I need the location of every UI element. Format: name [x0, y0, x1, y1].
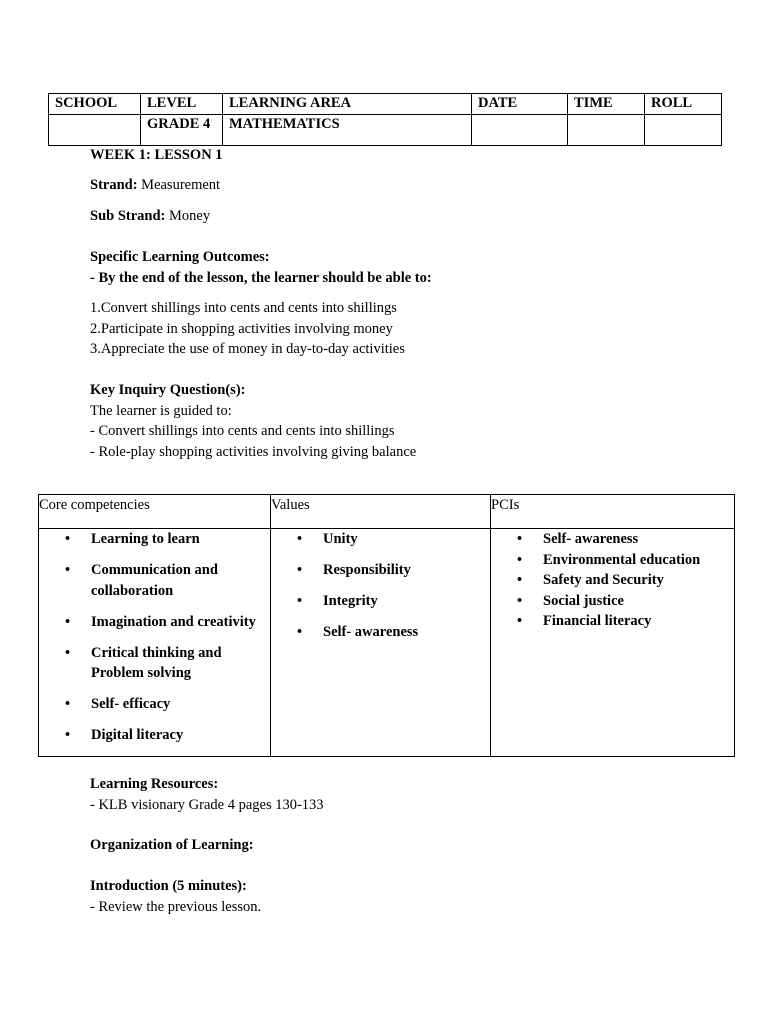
outcomes-intro: - By the end of the lesson, the learner should be able to: — [90, 269, 432, 286]
header-date: DATE — [472, 94, 568, 115]
list-item: • Integrity — [271, 591, 490, 612]
substrand-label: Sub Strand: — [90, 208, 166, 224]
header-learning-area: LEARNING AREA — [223, 94, 472, 115]
list-item: • Self- awareness — [491, 529, 734, 550]
values-cell — [271, 529, 491, 757]
header-time: TIME — [568, 94, 645, 115]
pcis-cell — [491, 529, 735, 757]
resources-heading: Learning Resources: — [90, 776, 219, 792]
core-competencies-header: Core competencies — [39, 495, 271, 529]
list-item: • Social justice — [491, 591, 734, 612]
outcomes-list — [90, 298, 405, 360]
list-item: • Unity — [271, 529, 490, 550]
organization-heading: Organization of Learning: — [90, 837, 254, 853]
competency-table — [38, 494, 735, 757]
list-item: • Critical thinking and Problem solving — [39, 643, 270, 684]
substrand-line — [90, 206, 210, 227]
values-list — [271, 529, 490, 643]
core-competencies-cell — [39, 529, 271, 757]
list-item: • Communication and collaboration — [39, 560, 270, 601]
outcome-item: 1.Convert shillings into cents and cents into shillings — [90, 300, 397, 316]
value-level: GRADE 4 — [141, 115, 223, 146]
list-item: • Environmental education — [491, 550, 734, 571]
inquiry-intro: The learner is guided to: — [90, 402, 232, 419]
header-school: SCHOOL — [49, 94, 141, 115]
resources-item: - KLB visionary Grade 4 pages 130-133 — [90, 796, 324, 813]
inquiry-heading: Key Inquiry Question(s): — [90, 382, 246, 398]
introduction-section — [90, 876, 261, 917]
pcis-list — [491, 529, 734, 632]
strand-line — [90, 175, 220, 196]
substrand-value: Money — [168, 208, 211, 224]
list-item: • Self- awareness — [271, 622, 490, 643]
inquiry-section — [90, 380, 416, 462]
inquiry-item: - Convert shillings into cents and cents into shillings — [90, 423, 395, 440]
values-header: Values — [271, 495, 491, 529]
strand-value: Measurement — [141, 177, 221, 193]
value-learning-area: MATHEMATICS — [223, 115, 472, 146]
outcome-item: 3.Appreciate the use of money in day-to-day activities — [90, 341, 405, 358]
outcomes-heading: Specific Learning Outcomes: — [90, 249, 270, 265]
list-item: • Imagination and creativity — [39, 612, 270, 633]
value-time — [568, 115, 645, 146]
value-school — [49, 115, 141, 146]
outcome-item: 2.Participate in shopping activities involving money — [90, 320, 393, 337]
outcomes-section — [90, 247, 432, 288]
header-level: LEVEL — [141, 94, 223, 115]
value-date — [472, 115, 568, 146]
inquiry-item: - Role-play shopping activities involving giving balance — [90, 443, 417, 460]
list-item: • Digital literacy — [39, 725, 270, 746]
lesson-title: WEEK 1: LESSON 1 — [90, 147, 223, 163]
header-roll: ROLL — [645, 94, 722, 115]
list-item: • Self- efficacy — [39, 694, 270, 715]
core-competencies-list — [39, 529, 270, 746]
resources-section — [90, 774, 324, 815]
lesson-header-table — [48, 93, 722, 146]
list-item: • Financial literacy — [491, 611, 734, 632]
pcis-header: PCIs — [491, 495, 735, 529]
list-item: • Responsibility — [271, 560, 490, 581]
strand-label: Strand: — [90, 177, 138, 193]
list-item: • Safety and Security — [491, 570, 734, 591]
value-roll — [645, 115, 722, 146]
introduction-item: - Review the previous lesson. — [90, 898, 262, 915]
list-item: • Learning to learn — [39, 529, 270, 550]
introduction-heading: Introduction (5 minutes): — [90, 878, 247, 894]
